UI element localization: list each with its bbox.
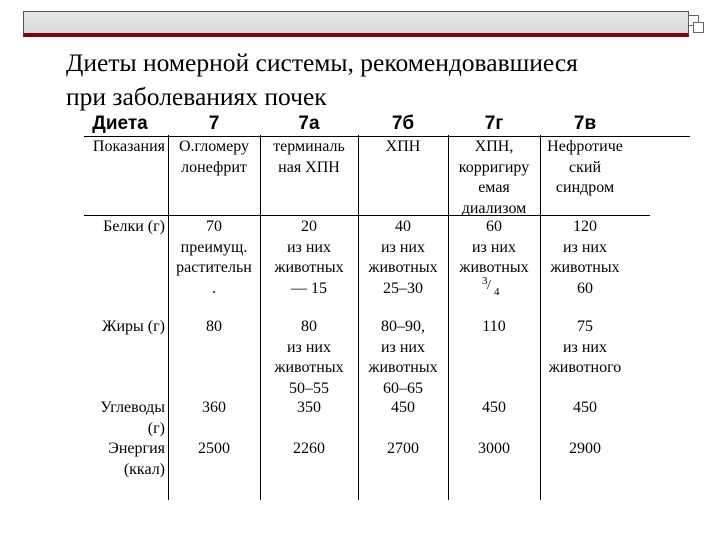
cell-fats-7g: 110	[482, 318, 506, 335]
cell-indications-7v: Нефротиче ский синдром	[547, 138, 623, 196]
cell-proteins-7a: 20 из них животных — 15	[274, 218, 344, 297]
row-label-energy: Энергия (ккал)	[108, 440, 165, 478]
cell-energy-7b: 2700	[387, 440, 419, 457]
row-label-proteins: Белки (г)	[103, 218, 165, 235]
row-label-indications: Показания	[92, 138, 165, 155]
row-label-fats: Жиры (г)	[102, 318, 165, 335]
diet-header-7g: 7г	[484, 113, 504, 134]
row-label-carbs: Углеводы (г)	[100, 399, 165, 437]
cell-indications-7g: ХПН, корригиру емая диализом	[458, 138, 530, 217]
cell-energy-7g: 3000	[478, 440, 510, 457]
cell-indications-7b: ХПН	[385, 138, 421, 155]
cell-proteins-7b: 40 из них животных 25–30	[368, 218, 438, 297]
title-line-2: при заболеваниях почек	[66, 82, 327, 111]
cell-energy-7v: 2900	[569, 440, 601, 457]
fraction-slash: /	[487, 278, 491, 293]
cell-proteins-7g: 60 из них животных	[459, 218, 529, 276]
diet-header-label: Диета	[92, 113, 148, 134]
cell-carbs-7b: 450	[391, 399, 415, 416]
cell-proteins-7: 70 преимущ. растительн .	[176, 218, 252, 297]
fraction-denominator: 4	[494, 286, 500, 298]
slide-title	[66, 46, 666, 114]
diet-header-7a: 7а	[298, 113, 320, 134]
cell-carbs-7v: 450	[573, 399, 597, 416]
diet-header-7b: 7б	[391, 113, 415, 134]
diet-header-7: 7	[208, 113, 220, 134]
cell-energy-7: 2500	[198, 440, 230, 457]
cell-carbs-7g: 450	[482, 399, 506, 416]
cell-fats-7v: 75 из них животного	[548, 318, 622, 376]
cell-indications-7: О.гломеру лонефрит	[179, 138, 249, 176]
corner-square	[693, 22, 704, 33]
cell-proteins-7v: 120 из них животных 60	[550, 218, 620, 297]
cell-fats-7: 80	[206, 318, 222, 335]
cell-fats-7b: 80–90, из них животных 60–65	[368, 318, 438, 397]
diet-header-7v: 7в	[573, 113, 597, 134]
cell-fats-7a: 80 из них животных 50–55	[274, 318, 344, 397]
cell-energy-7a: 2260	[293, 440, 325, 457]
cell-carbs-7: 360	[202, 399, 226, 416]
cell-carbs-7a: 350	[297, 399, 321, 416]
title-line-1: Диеты номерной системы, рекомендовавшиеся	[66, 48, 578, 77]
fraction-numerator: 3	[482, 275, 488, 287]
cell-indications-7a: терминаль ная ХПН	[273, 138, 345, 176]
slide-header-bar	[23, 11, 689, 37]
